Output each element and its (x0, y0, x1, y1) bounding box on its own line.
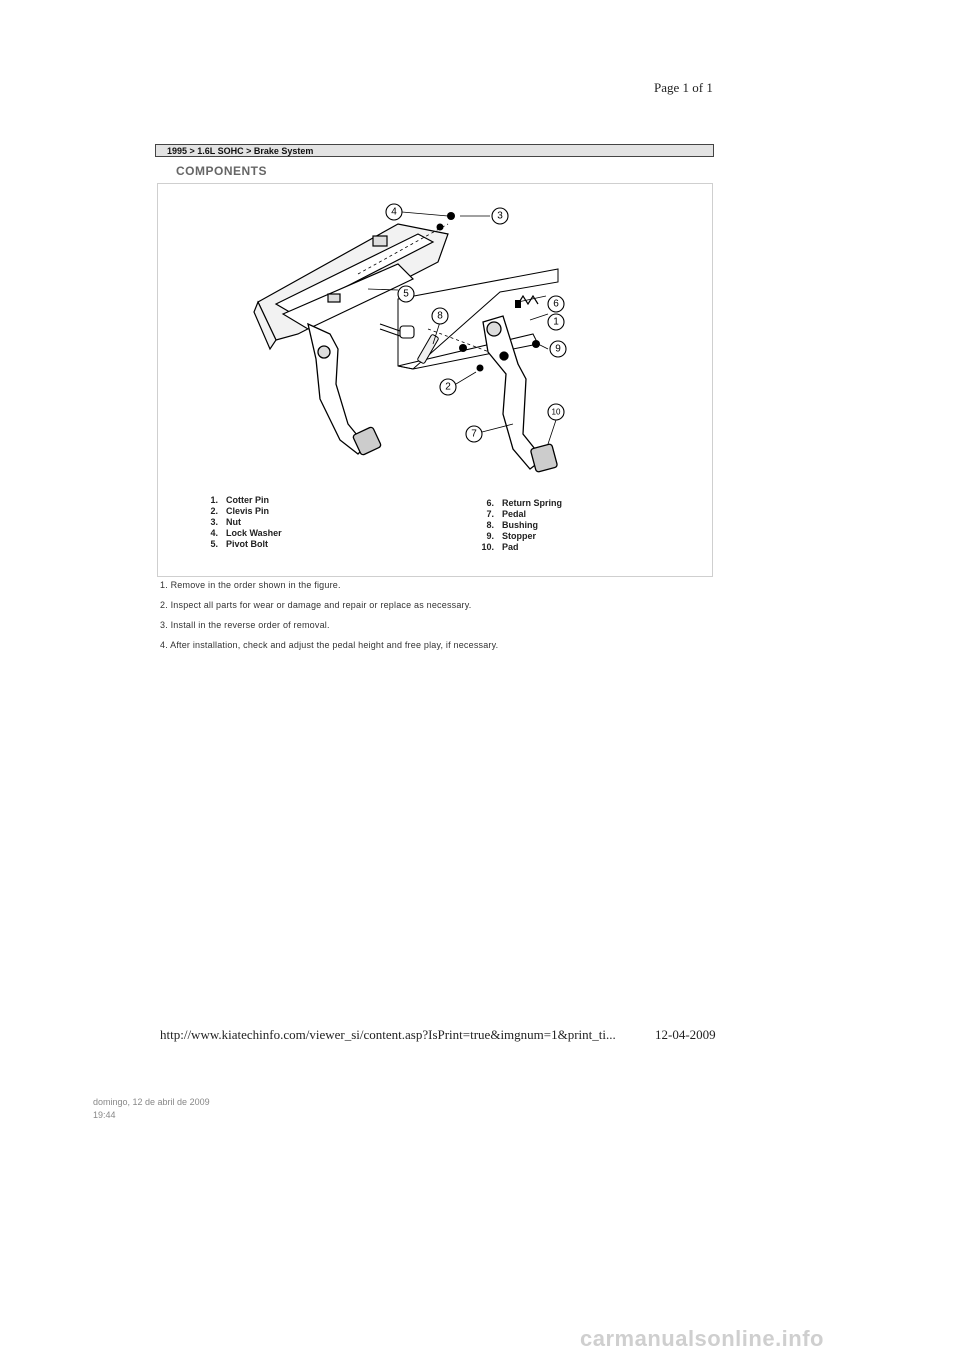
legend-item: 3. Nut (210, 517, 241, 527)
legend-item: 2. Clevis Pin (210, 506, 270, 516)
callout-1 (548, 314, 564, 330)
callout-9 (550, 341, 566, 357)
instruction-steps (160, 575, 498, 655)
step-1: 1. Remove in the order shown in the figure. (160, 580, 341, 590)
callout-8 (432, 308, 448, 324)
step-4: 4. After installation, check and adjust the pedal height and free play, if necessary. (160, 640, 499, 650)
svg-text:4: 4 (391, 206, 397, 218)
legend-item: 5. Pivot Bolt (210, 539, 268, 549)
footer-date: 12-04-2009 (655, 1027, 716, 1042)
legend-item: 8. Bushing (486, 520, 538, 530)
legend-item: 10. Pad (481, 542, 519, 552)
svg-text:3: 3 (497, 210, 503, 222)
breadcrumb: 1995 > 1.6L SOHC > Brake System (155, 144, 714, 157)
section-title: COMPONENTS (176, 164, 268, 178)
callout-3 (492, 208, 508, 224)
legend-item: 9. Stopper (486, 531, 537, 541)
svg-text:8: 8 (437, 310, 443, 322)
callout-4 (386, 204, 402, 220)
svg-text:6: 6 (553, 298, 559, 310)
callout-10 (548, 404, 564, 420)
svg-text:1: 1 (553, 316, 559, 328)
page-number: Page 1 of 1 (654, 80, 713, 95)
timestamp-time: 19:44 (93, 1110, 116, 1120)
legend-right (474, 498, 562, 553)
callout-5 (398, 286, 414, 302)
callout-2 (440, 379, 456, 395)
svg-text:9: 9 (555, 343, 561, 355)
svg-text:5: 5 (403, 288, 409, 300)
legend-item: 4. Lock Washer (210, 528, 282, 538)
legend-item: 6. Return Spring (486, 498, 562, 508)
timestamp-date: domingo, 12 de abril de 2009 (93, 1097, 210, 1107)
svg-text:10: 10 (551, 407, 561, 417)
legend-left (198, 495, 282, 550)
svg-text:2: 2 (445, 381, 451, 393)
step-3: 3. Install in the reverse order of removal. (160, 620, 330, 630)
callout-6 (548, 296, 564, 312)
watermark: carmanualsonline.info (580, 1326, 824, 1351)
components-figure (157, 183, 713, 577)
timestamp (93, 1096, 210, 1122)
step-2: 2. Inspect all parts for wear or damage and repair or replace as necessary. (160, 600, 472, 610)
svg-text:7: 7 (471, 428, 477, 440)
callout-7 (466, 426, 482, 442)
legend-item: 7. Pedal (486, 509, 527, 519)
legend-item: 1. Cotter Pin (210, 495, 270, 505)
footer-url[interactable]: http://www.kiatechinfo.com/viewer_si/content.asp?IsPrint=true&imgnum=1&print_ti... (160, 1027, 616, 1042)
